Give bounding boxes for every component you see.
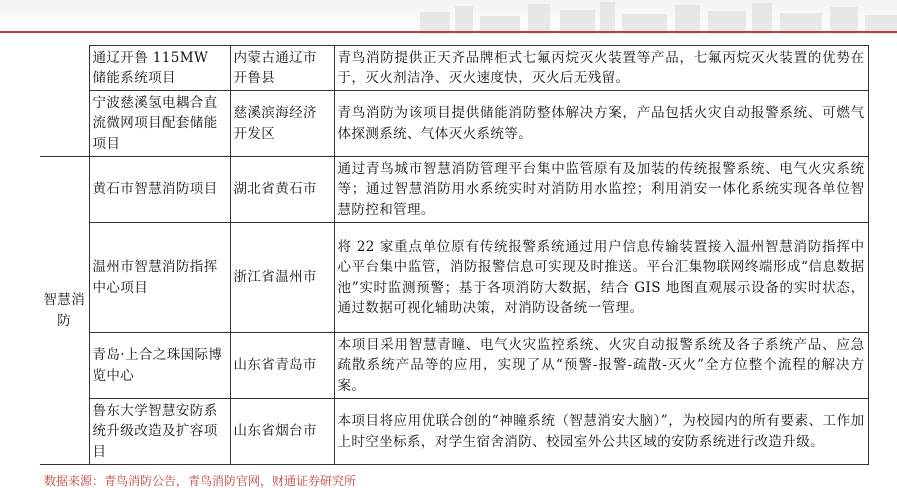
description-cell: 将 22 家重点单位原有传统报警系统通过用户信息传输装置接入温州智慧消防指挥中心平台集中监管，消防报警信息可实现及时推送。平台汇集物联网终端形成“信息数据池”实时监测预警；基于各项消防大数据，结合 GIS 地图直观展示设备的实时状态，通过数据可视化辅助决策，对消防设备统一管理。 [334, 223, 868, 333]
table-row [40, 46, 868, 91]
project-cell: 黄石市智慧消防项目 [89, 157, 230, 223]
location-cell: 浙江省温州市 [230, 223, 334, 333]
table-row [40, 333, 868, 399]
description-cell: 通过青鸟城市智慧消防管理平台集中监管原有及加装的传统报警系统、电气火灾系统等；通过智慧消防用水系统实时对消防用水监控；利用消安一体化系统实现各单位智慧防控和管理。 [334, 157, 868, 223]
category-cell: 智慧消防 [40, 157, 89, 465]
description-cell: 本项目将应用优联合创的“神瞳系统（智慧消安大脑）”，为校园内的所有要素、工作加上时空坐标系，对学生宿舍消防、校园室外公共区域的安防系统进行改造升级。 [334, 399, 868, 465]
description-cell: 青鸟消防提供正天齐品牌柜式七氟丙烷灭火装置等产品，七氟丙烷灭火装置的优势在于，灭火剂洁净、灭火速度快，灭火后无残留。 [334, 46, 868, 91]
table-row [40, 399, 868, 465]
project-cell: 通辽开鲁 115MW 储能系统项目 [89, 46, 230, 91]
source-note: 数据来源：青鸟消防公告，青鸟消防官网，财通证券研究所 [44, 474, 357, 488]
location-cell: 山东省青岛市 [230, 333, 334, 399]
location-cell: 山东省烟台市 [230, 399, 334, 465]
table-row [40, 223, 868, 333]
location-cell: 慈溪滨海经济开发区 [230, 91, 334, 157]
header-skyline-decoration [0, 0, 897, 34]
description-cell: 本项目采用智慧青瞳、电气火灾监控系统、火灾自动报警系统及各子系统产品、应急疏散系统产品等的应用，实现了从“预警-报警-疏散-灭火”全方位整个流程的解决方案。 [334, 333, 868, 399]
project-cell: 温州市智慧消防指挥中心项目 [89, 223, 230, 333]
projects-table [40, 45, 869, 465]
location-cell: 内蒙古通辽市开鲁县 [230, 46, 334, 91]
description-cell: 青鸟消防为该项目提供储能消防整体解决方案，产品包括火灾自动报警系统、可燃气体探测系统、气体灭火系统等。 [334, 91, 868, 157]
table-row [40, 157, 868, 223]
project-cell: 宁波慈溪氢电耦合直流微网项目配套储能项目 [89, 91, 230, 157]
table-row [40, 91, 868, 157]
header-rule [0, 31, 897, 33]
location-cell: 湖北省黄石市 [230, 157, 334, 223]
project-cell: 鲁东大学智慧安防系统升级改造及扩容项目 [89, 399, 230, 465]
category-cell-empty [40, 46, 89, 157]
project-cell: 青岛·上合之珠国际博览中心 [89, 333, 230, 399]
